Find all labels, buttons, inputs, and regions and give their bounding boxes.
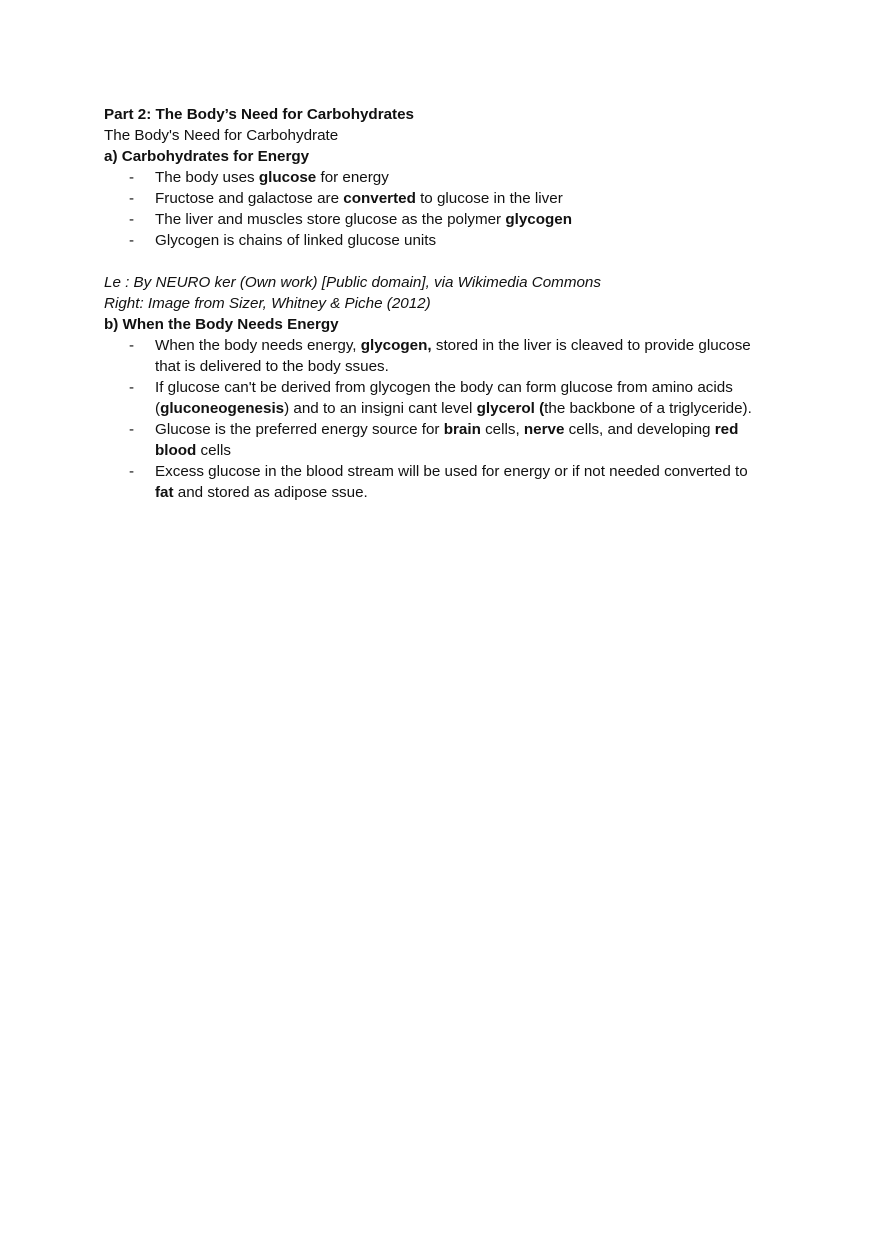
blank-line [104,251,794,272]
section-b-list [104,335,794,503]
section-a-list [104,167,794,251]
section-b-heading: b) When the Body Needs Energy [104,316,339,333]
image-credit-left: Le : By NEURO ker (Own work) [Public domain], via Wikimedia Commons [104,274,601,291]
list-item: - Glucose is the preferred energy source for brain cells, nerve cells, and developing red blood cells [129,421,739,459]
dash-bullet: - [129,211,135,228]
part-title: Part 2: The Body’s Need for Carbohydrates [104,106,415,123]
dash-bullet: - [129,463,135,480]
image-credit-right: Right: Image from Sizer, Whitney & Piche (2012) [104,295,431,312]
list-item: - The body uses glucose for energy [129,169,389,186]
section-a-heading: a) Carbohydrates for Energy [104,148,310,165]
dash-bullet: - [129,337,135,354]
dash-bullet: - [129,421,135,438]
subtitle: The Body's Need for Carbohydrate [104,127,339,144]
list-item: - Fructose and galactose are converted to glucose in the liver [129,190,563,207]
list-item: - Glycogen is chains of linked glucose units [129,232,437,249]
document-page [104,104,794,503]
dash-bullet: - [129,379,135,396]
list-item: - When the body needs energy, glycogen, stored in the liver is cleaved to provide glucose that is delivered to the body ssues. [129,337,751,375]
dash-bullet: - [129,169,135,186]
list-item: - If glucose can't be derived from glycogen the body can form glucose from amino acids (gluconeogenesis) and to an insigni cant level glycerol (the backbone of a triglyceride). [129,379,752,417]
list-item: - The liver and muscles store glucose as the polymer glycogen [129,211,572,228]
list-item: - Excess glucose in the blood stream will be used for energy or if not needed converted to fat and stored as adipose ssue. [129,463,748,501]
dash-bullet: - [129,232,135,249]
dash-bullet: - [129,190,135,207]
